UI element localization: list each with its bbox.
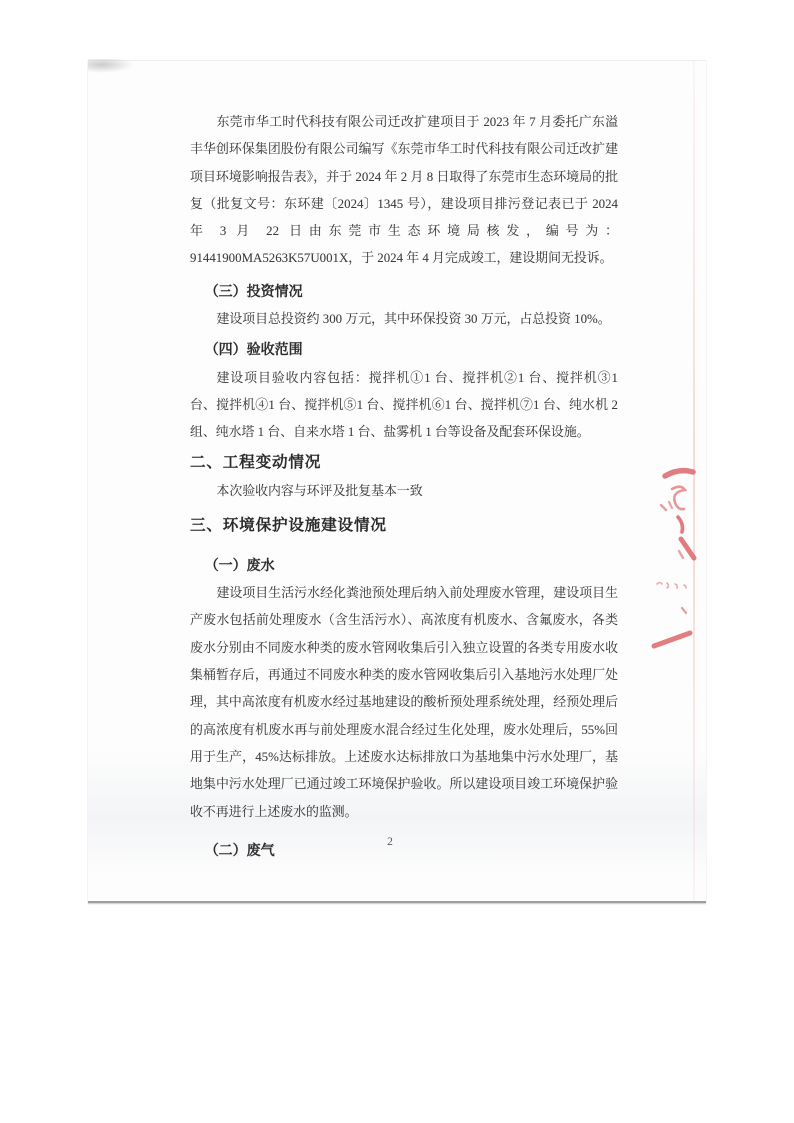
investment-paragraph: 建设项目总投资约 300 万元，其中环保投资 30 万元，占总投资 10%。 [216, 312, 611, 327]
scanned-document-page [88, 60, 706, 903]
intro-paragraph: 东莞市华工时代科技有限公司迁改扩建项目于 2023 年 7 月委托广东溢丰华创环保集团股份有限公司编写《东莞市华工时代科技有限公司迁改扩建项目环境影响报告表》，并于 2024 年 2 月 8 日取得了东莞市生态环境局的批复（批复文号：东环建〔2024〕1345 号），建设项目排污登记表已于 2024 年 3 月 22 日由东莞市生态环境局核发，编号为：91441900MA5263K57U001X，于 2024 年 4 月完成竣工，建设期间无投诉。 [190, 115, 618, 266]
acceptance-scope-paragraph: 建设项目验收内容包括：搅拌机①1 台、搅拌机②1 台、搅拌机③1 台、搅拌机④1 台、搅拌机⑤1 台、搅拌机⑥1 台、搅拌机⑦1 台、纯水机 2 组、纯水塔 1 台、自来水塔 1 台、盐雾机 1 台等设备及配套环保设施。 [190, 370, 618, 440]
project-change-paragraph: 本次验收内容与环评及批复基本一致 [216, 483, 423, 498]
heading-wastegas: （二）废气 [204, 843, 275, 859]
heading-environmental-facilities: 三、环境保护设施建设情况 [190, 516, 387, 534]
page-edge-crease [693, 61, 695, 901]
wastewater-paragraph: 建设项目生活污水经化粪池预处理后纳入前处理废水管理，建设项目生产废水包括前处理废水（含生活污水）、高浓度有机废水、含氟废水，各类废水分别由不同废水种类的废水管网收集后引入独立设置的各类专用废水收集桶暂存后，再通过不同废水种类的废水管网收集后引入基地污水处理厂处理，其中高浓度有机废水经过基地建设的酸析预处理系统处理，经预处理后的高浓度有机废水再与前处理废水混合经过生化处理，废水处理后，55%回用于生产，45%达标排放。上述废水达标排放口为基地集中污水处理厂，基地集中污水处理厂已通过竣工环境保护验收。所以建设项目竣工环境保护验收不再进行上述废水的监测。 [190, 586, 618, 819]
page-number: 2 [387, 836, 393, 848]
heading-project-change: 二、工程变动情况 [190, 453, 322, 471]
document-body [190, 109, 618, 865]
heading-acceptance-scope: （四）验收范围 [204, 343, 303, 359]
scan-corner-shadow [88, 59, 134, 73]
heading-investment: （三）投资情况 [204, 284, 303, 300]
heading-wastewater: （一）废水 [204, 558, 275, 574]
